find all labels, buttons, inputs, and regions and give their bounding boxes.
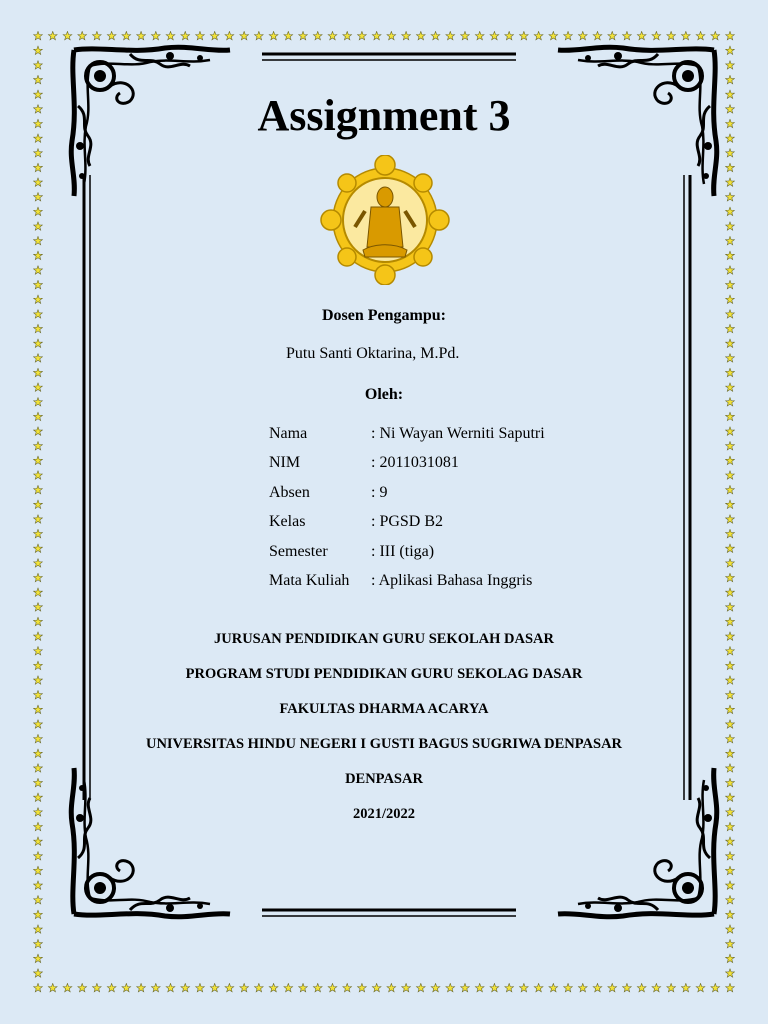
star-icon	[726, 896, 735, 904]
info-row-absen: Absen : 9	[269, 483, 388, 501]
student-info	[269, 425, 545, 601]
department-line: JURUSAN PENDIDIKAN GURU SEKOLAH DASAR	[214, 631, 554, 647]
star-icon	[726, 280, 735, 288]
star-icon	[34, 427, 43, 435]
star-icon	[711, 31, 720, 39]
star-icon	[416, 983, 425, 991]
star-icon	[107, 31, 116, 39]
star-icon	[63, 31, 72, 39]
star-icon	[387, 983, 396, 991]
star-icon	[726, 236, 735, 244]
star-icon	[637, 983, 646, 991]
star-icon	[505, 983, 514, 991]
star-icon	[34, 881, 43, 889]
star-icon	[328, 983, 337, 991]
star-icon	[726, 149, 735, 157]
star-icon	[63, 983, 72, 991]
star-icon	[726, 163, 735, 171]
star-icon	[34, 529, 43, 537]
star-icon	[34, 412, 43, 420]
star-icon	[269, 31, 278, 39]
star-icon	[166, 31, 175, 39]
star-icon	[726, 881, 735, 889]
star-icon	[549, 31, 558, 39]
star-icon	[34, 822, 43, 830]
star-icon	[726, 515, 735, 523]
star-icon	[34, 720, 43, 728]
info-row-nim: NIM : 2011031081	[269, 454, 459, 472]
star-icon	[372, 983, 381, 991]
star-icon	[681, 31, 690, 39]
star-icon	[726, 939, 735, 947]
star-icon	[726, 222, 735, 230]
star-icon	[34, 515, 43, 523]
star-icon	[696, 983, 705, 991]
star-icon	[34, 969, 43, 977]
star-icon	[34, 925, 43, 933]
star-icon	[137, 31, 146, 39]
star-icon	[726, 485, 735, 493]
star-icon	[210, 31, 219, 39]
star-icon	[107, 983, 116, 991]
star-icon	[284, 983, 293, 991]
star-icon	[461, 983, 470, 991]
star-icon	[726, 368, 735, 376]
star-icon	[34, 178, 43, 186]
star-icon	[34, 456, 43, 464]
star-icon	[726, 969, 735, 977]
star-icon	[269, 983, 278, 991]
star-icon	[34, 559, 43, 567]
star-icon	[34, 441, 43, 449]
star-icon	[726, 529, 735, 537]
star-icon	[652, 31, 661, 39]
star-icon	[313, 983, 322, 991]
star-icon	[608, 983, 617, 991]
star-icon	[726, 412, 735, 420]
star-icon	[681, 983, 690, 991]
star-icon	[34, 295, 43, 303]
star-icon	[726, 603, 735, 611]
star-icon	[137, 983, 146, 991]
star-icon	[225, 31, 234, 39]
star-icon	[151, 983, 160, 991]
star-icon	[667, 983, 676, 991]
star-icon	[490, 983, 499, 991]
star-icon	[151, 31, 160, 39]
star-icon	[225, 983, 234, 991]
star-icon	[34, 339, 43, 347]
star-icon	[92, 31, 101, 39]
lecturer-name: Putu Santi Oktarina, M.Pd.	[286, 345, 460, 362]
star-icon	[578, 31, 587, 39]
star-icon	[48, 31, 57, 39]
star-icon	[181, 983, 190, 991]
star-icon	[505, 31, 514, 39]
star-icon	[34, 149, 43, 157]
star-icon	[196, 31, 205, 39]
info-row-name: Nama : Ni Wayan Werniti Saputri	[269, 425, 545, 442]
city-line: DENPASAR	[345, 771, 423, 787]
star-icon	[34, 31, 43, 39]
star-icon	[34, 280, 43, 288]
star-icon	[726, 471, 735, 479]
star-icon	[726, 690, 735, 698]
university-line: UNIVERSITAS HINDU NEGERI I GUSTI BAGUS SUGRIWA DENPASAR	[145, 736, 623, 752]
star-icon	[254, 31, 263, 39]
star-icon	[240, 31, 249, 39]
star-icon	[402, 983, 411, 991]
star-icon	[34, 354, 43, 362]
star-icon	[726, 339, 735, 347]
star-icon	[299, 31, 308, 39]
star-icon	[34, 471, 43, 479]
star-icon	[34, 236, 43, 244]
star-icon	[34, 163, 43, 171]
star-icon	[726, 266, 735, 274]
star-icon	[726, 427, 735, 435]
star-icon	[726, 617, 735, 625]
star-icon	[34, 61, 43, 69]
star-icon	[726, 573, 735, 581]
star-icon	[34, 500, 43, 508]
star-icon	[637, 31, 646, 39]
star-icon	[564, 983, 573, 991]
star-icon	[726, 925, 735, 933]
star-icon	[402, 31, 411, 39]
star-icon	[726, 193, 735, 201]
star-icon	[34, 222, 43, 230]
info-row-semester: Semester : III (tiga)	[269, 542, 435, 560]
star-icon	[34, 837, 43, 845]
star-icon	[34, 368, 43, 376]
star-icon	[48, 983, 57, 991]
star-icon	[299, 983, 308, 991]
star-icon	[711, 983, 720, 991]
star-icon	[387, 31, 396, 39]
star-icon	[623, 983, 632, 991]
university-seal-icon	[305, 155, 465, 285]
star-icon	[726, 954, 735, 962]
star-icon	[34, 910, 43, 918]
star-icon	[34, 954, 43, 962]
star-icon	[34, 983, 43, 991]
star-icon	[196, 983, 205, 991]
star-icon	[34, 544, 43, 552]
star-icon	[34, 939, 43, 947]
by-heading: Oleh:	[364, 386, 404, 403]
star-icon	[726, 61, 735, 69]
star-icon	[726, 544, 735, 552]
star-icon	[519, 983, 528, 991]
star-icon	[166, 983, 175, 991]
star-icon	[34, 617, 43, 625]
star-icon	[34, 266, 43, 274]
star-icon	[652, 983, 661, 991]
star-icon	[34, 866, 43, 874]
year-line: 2021/2022	[352, 806, 416, 822]
star-icon	[34, 896, 43, 904]
faculty-line: FAKULTAS DHARMA ACARYA	[279, 701, 489, 717]
page-title: Assignment 3	[257, 91, 511, 140]
star-icon	[726, 354, 735, 362]
star-icon	[726, 910, 735, 918]
star-icon	[475, 983, 484, 991]
star-icon	[726, 793, 735, 801]
star-icon	[122, 31, 131, 39]
lecturer-heading: Dosen Pengampu:	[321, 307, 446, 324]
star-icon	[446, 983, 455, 991]
star-icon	[461, 31, 470, 39]
star-icon	[667, 31, 676, 39]
star-icon	[726, 588, 735, 596]
star-icon	[78, 983, 87, 991]
star-icon	[593, 31, 602, 39]
star-icon	[726, 983, 735, 991]
star-icon	[564, 31, 573, 39]
star-icon	[726, 324, 735, 332]
star-icon	[343, 983, 352, 991]
star-icon	[490, 31, 499, 39]
star-icon	[372, 31, 381, 39]
star-icon	[726, 822, 735, 830]
star-icon	[726, 295, 735, 303]
star-icon	[34, 573, 43, 581]
star-icon	[446, 31, 455, 39]
star-icon	[549, 983, 558, 991]
star-icon	[534, 983, 543, 991]
star-icon	[608, 31, 617, 39]
star-icon	[34, 46, 43, 54]
star-icon	[623, 31, 632, 39]
star-icon	[34, 793, 43, 801]
star-icon	[726, 456, 735, 464]
star-icon	[696, 31, 705, 39]
star-icon	[416, 31, 425, 39]
info-row-kelas: Kelas : PGSD B2	[269, 513, 444, 531]
star-icon	[34, 690, 43, 698]
star-icon	[726, 251, 735, 259]
star-icon	[343, 31, 352, 39]
star-icon	[431, 983, 440, 991]
star-icon	[726, 720, 735, 728]
star-icon	[78, 31, 87, 39]
star-icon	[313, 31, 322, 39]
star-icon	[593, 983, 602, 991]
star-icon	[284, 31, 293, 39]
star-icon	[34, 207, 43, 215]
star-icon	[34, 485, 43, 493]
star-icon	[726, 178, 735, 186]
star-icon	[34, 852, 43, 860]
star-icon	[726, 75, 735, 83]
info-row-course: Mata Kuliah : Aplikasi Bahasa Inggris	[269, 571, 533, 589]
star-icon	[726, 866, 735, 874]
star-icon	[210, 983, 219, 991]
star-icon	[181, 31, 190, 39]
star-icon	[34, 251, 43, 259]
star-icon	[519, 31, 528, 39]
program-line: PROGRAM STUDI PENDIDIKAN GURU SEKOLAG DASAR	[185, 666, 583, 682]
star-icon	[240, 983, 249, 991]
star-icon	[534, 31, 543, 39]
star-icon	[475, 31, 484, 39]
star-icon	[122, 983, 131, 991]
star-icon	[726, 31, 735, 39]
star-icon	[34, 193, 43, 201]
star-icon	[726, 500, 735, 508]
star-icon	[34, 588, 43, 596]
star-icon	[328, 31, 337, 39]
star-icon	[726, 207, 735, 215]
star-icon	[431, 31, 440, 39]
star-icon	[92, 983, 101, 991]
star-icon	[358, 983, 367, 991]
star-icon	[34, 75, 43, 83]
star-icon	[358, 31, 367, 39]
star-icon	[34, 324, 43, 332]
star-icon	[726, 46, 735, 54]
star-icon	[34, 603, 43, 611]
star-icon	[578, 983, 587, 991]
star-icon	[726, 441, 735, 449]
star-icon	[726, 559, 735, 567]
star-icon	[726, 852, 735, 860]
star-icon	[726, 837, 735, 845]
star-icon	[254, 983, 263, 991]
